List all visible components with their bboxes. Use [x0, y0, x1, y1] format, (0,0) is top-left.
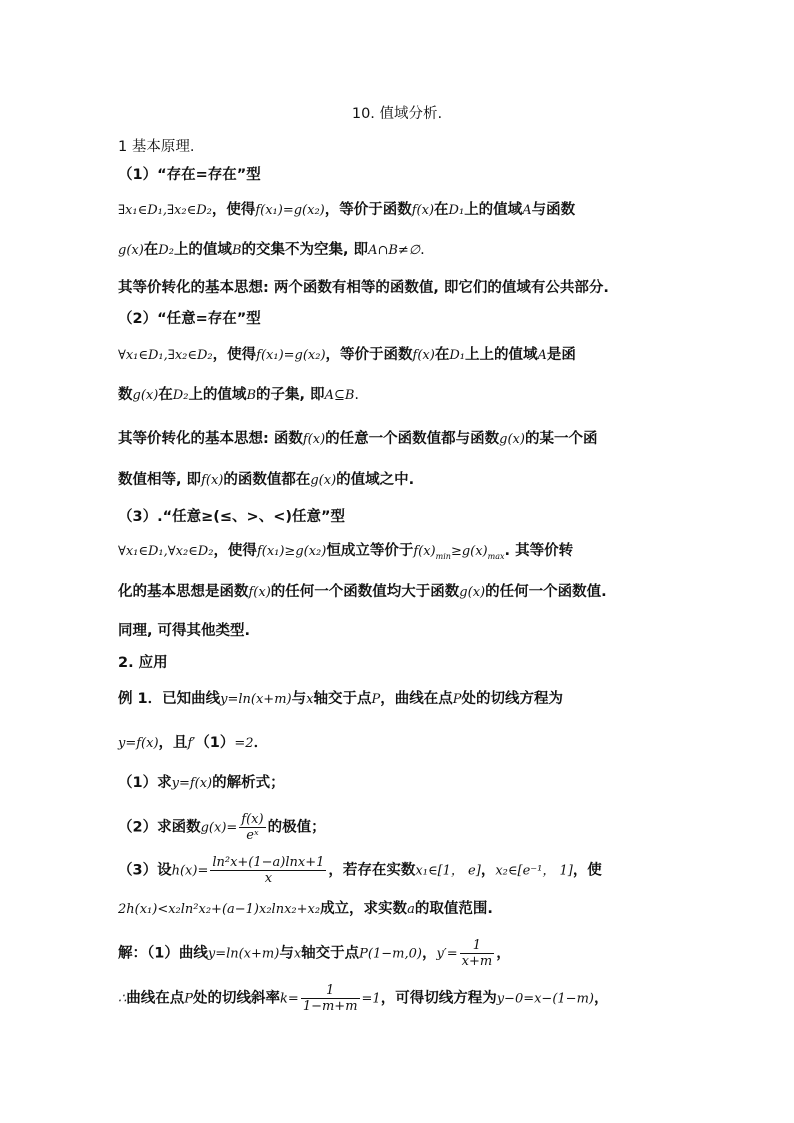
fraction-denominator: x — [264, 871, 273, 886]
text: ，使得 — [212, 347, 257, 363]
section-title: 10. 值域分析. — [351, 106, 443, 122]
text: （1）求 — [118, 775, 172, 791]
question3-line1 — [118, 855, 602, 886]
math: k= — [280, 991, 299, 1007]
math: f(x) — [411, 203, 435, 218]
text: 上的值域 — [464, 202, 523, 218]
text: 恒成立等价于 — [326, 543, 414, 559]
text: 的子集, 即 — [256, 387, 325, 403]
case1-heading: （1）“存在=存在”型 — [118, 167, 261, 183]
text: 与 — [291, 691, 307, 707]
case3-heading: （3）.“任意≥(≤、>、<)任意”型 — [118, 509, 346, 525]
math: x₁∈[1， e] — [415, 863, 481, 879]
math: ∀x₁∈D₁,∀x₂∈D₂ — [118, 544, 214, 559]
fraction-numerator: 1 — [301, 983, 360, 999]
math: A∩B≠∅ — [368, 243, 421, 258]
math: ∴ — [118, 991, 127, 1007]
example1-line2 — [118, 733, 268, 754]
math: f′ — [187, 736, 196, 751]
math: P — [184, 991, 194, 1007]
text: 上的值域 — [188, 387, 247, 403]
math: x₂∈[e⁻¹， 1] — [495, 863, 573, 879]
text: 轴交于点 — [301, 945, 360, 962]
text: ，曲线在点 — [380, 691, 453, 707]
text: （2）求函数 — [118, 819, 201, 836]
case2-heading: （2）“任意=存在”型 — [118, 311, 261, 327]
question2 — [118, 812, 326, 843]
text: 轴交于点 — [313, 691, 372, 707]
text: 上的值域 — [173, 242, 232, 258]
text: 在 — [158, 387, 173, 403]
math: y=ln(x+m) — [207, 946, 280, 962]
text: 化的基本思想是函数 — [118, 584, 249, 600]
text: 成立，求实数 — [320, 901, 408, 917]
math: f(x₁)=g(x₂) — [256, 348, 326, 363]
text: （3）设 — [118, 862, 172, 879]
math-subscript: max — [487, 551, 505, 561]
example1-line1 — [118, 689, 563, 710]
text: 处的切线斜率 — [193, 990, 281, 1007]
text: 的函数值都在 — [223, 472, 311, 488]
text: 与函数 — [531, 202, 576, 218]
math: g(x)= — [200, 820, 238, 836]
text: 的值域之中. — [336, 472, 415, 488]
math: g(x) — [310, 473, 337, 488]
text: 是函 — [546, 347, 576, 363]
math: h(x)= — [171, 863, 209, 879]
fraction — [460, 938, 495, 969]
text: . — [420, 242, 425, 258]
text: 上上的值域 — [464, 347, 538, 363]
text: ，等价于函数 — [324, 202, 412, 218]
fraction — [210, 855, 326, 886]
math: f(x) — [201, 473, 224, 488]
math: g(x) — [132, 388, 159, 403]
math: f(x) — [412, 348, 435, 363]
math: y−0=x−(1−m) — [496, 991, 594, 1007]
text: ，且 — [158, 735, 188, 751]
fraction — [239, 812, 265, 843]
math: f(x) — [302, 432, 326, 447]
question3-line2 — [118, 899, 493, 920]
fraction-numerator: f(x) — [241, 812, 264, 827]
math: P(1−m,0) — [359, 946, 422, 962]
math: B — [246, 388, 256, 403]
case2-idea-line1 — [118, 429, 597, 450]
text: 在 — [434, 202, 449, 218]
text: ， — [421, 945, 437, 962]
text: 在 — [434, 347, 450, 363]
math: P — [452, 692, 462, 707]
text: 的取值范围. — [414, 901, 493, 917]
text: ，使得 — [211, 202, 256, 218]
fraction-denominator: x+m — [461, 954, 493, 969]
math: y=ln(x+m) — [220, 692, 292, 707]
similarly-note: 同理, 可得其他类型. — [118, 623, 251, 639]
fraction-numerator: 1 — [460, 938, 495, 954]
text: 在 — [143, 242, 159, 258]
math: g(x) — [459, 585, 486, 600]
case1-line2 — [118, 240, 425, 261]
text: 例 1．已知曲线 — [118, 691, 221, 707]
math: y′= — [436, 946, 458, 962]
math: =2 — [234, 736, 254, 751]
text: 的任意一个函数值都与函数 — [325, 431, 500, 447]
text: 的某一个函 — [524, 431, 598, 447]
text: 的任何一个函数值. — [485, 584, 607, 600]
math: P — [371, 692, 381, 707]
math: D₂ — [172, 388, 189, 403]
case2-idea-line2 — [118, 470, 414, 491]
fraction — [301, 983, 360, 1014]
math: A — [522, 203, 532, 218]
text: 的解析式； — [212, 775, 285, 791]
fraction-denominator: 1−m+m — [302, 999, 358, 1014]
math: g(x) — [118, 243, 144, 258]
math: a — [407, 902, 415, 917]
math: f(x₁)≥g(x₂) — [256, 544, 327, 559]
text: 数值相等, 即 — [118, 472, 202, 488]
math: D₁ — [449, 348, 465, 363]
case3-line2 — [118, 582, 607, 603]
math: =1 — [361, 991, 381, 1007]
text: ，使 — [572, 862, 602, 879]
math: D₁ — [448, 203, 465, 218]
text: ，等价于函数 — [325, 347, 413, 363]
heading-application: 2. 应用 — [118, 655, 168, 671]
math: 2h(x₁)<x₂ln²x₂+(a−1)x₂lnx₂+x₂ — [118, 902, 321, 917]
math: D₂ — [158, 243, 174, 258]
text: ，使得 — [213, 543, 257, 559]
text: ， — [593, 990, 609, 1007]
math: f(x₁)=g(x₂) — [255, 203, 325, 218]
case3-line1 — [118, 541, 573, 567]
text: ， — [480, 862, 496, 879]
math: f(x) — [248, 585, 271, 600]
text: 与 — [279, 945, 294, 962]
text: 的任何一个函数值均大于函数 — [270, 584, 460, 600]
heading-basic-principle: 1 基本原理. — [118, 139, 195, 155]
text: 解：（1）曲线 — [118, 945, 208, 962]
text: 的极值； — [267, 819, 326, 836]
text: 其等价转化的基本思想: 函数 — [118, 431, 303, 447]
solution-line2 — [118, 983, 608, 1014]
text: ，可得切线方程为 — [380, 990, 497, 1007]
text: （1） — [195, 735, 235, 751]
fraction-denominator: eˣ — [246, 828, 259, 843]
math: B — [231, 243, 242, 258]
text: ，若存在实数 — [328, 862, 416, 879]
text: ， — [496, 945, 511, 962]
math: y=f(x) — [118, 736, 159, 751]
case1-line1 — [118, 200, 575, 221]
text: . 其等价转 — [504, 543, 574, 559]
math: x — [306, 692, 314, 707]
math: g(x) — [499, 432, 525, 447]
math: ≥g(x) — [450, 544, 488, 559]
case1-idea: 其等价转化的基本思想: 两个函数有相等的函数值, 即它们的值域有公共部分. — [118, 280, 609, 296]
fraction-numerator: ln²x+(1−a)lnx+1 — [212, 855, 325, 870]
math: y=f(x) — [171, 776, 213, 791]
case2-line2 — [118, 385, 359, 406]
math: ∀x₁∈D₁,∃x₂∈D₂ — [118, 348, 213, 363]
math-subscript: min — [435, 551, 451, 561]
text: 处的切线方程为 — [461, 691, 563, 707]
text: 数 — [118, 387, 133, 403]
text: 曲线在点 — [126, 990, 185, 1007]
text: . — [354, 387, 360, 403]
case2-line1 — [118, 345, 576, 366]
text: ． — [253, 735, 269, 751]
math: ∃x₁∈D₁,∃x₂∈D₂ — [118, 203, 212, 218]
solution-line1 — [118, 938, 511, 969]
math: f(x) — [413, 544, 436, 559]
math: x — [293, 946, 302, 962]
text: 的交集不为空集, 即 — [241, 242, 369, 258]
question1 — [118, 773, 285, 794]
math: A — [537, 348, 547, 363]
math: A⊆B — [324, 388, 355, 403]
